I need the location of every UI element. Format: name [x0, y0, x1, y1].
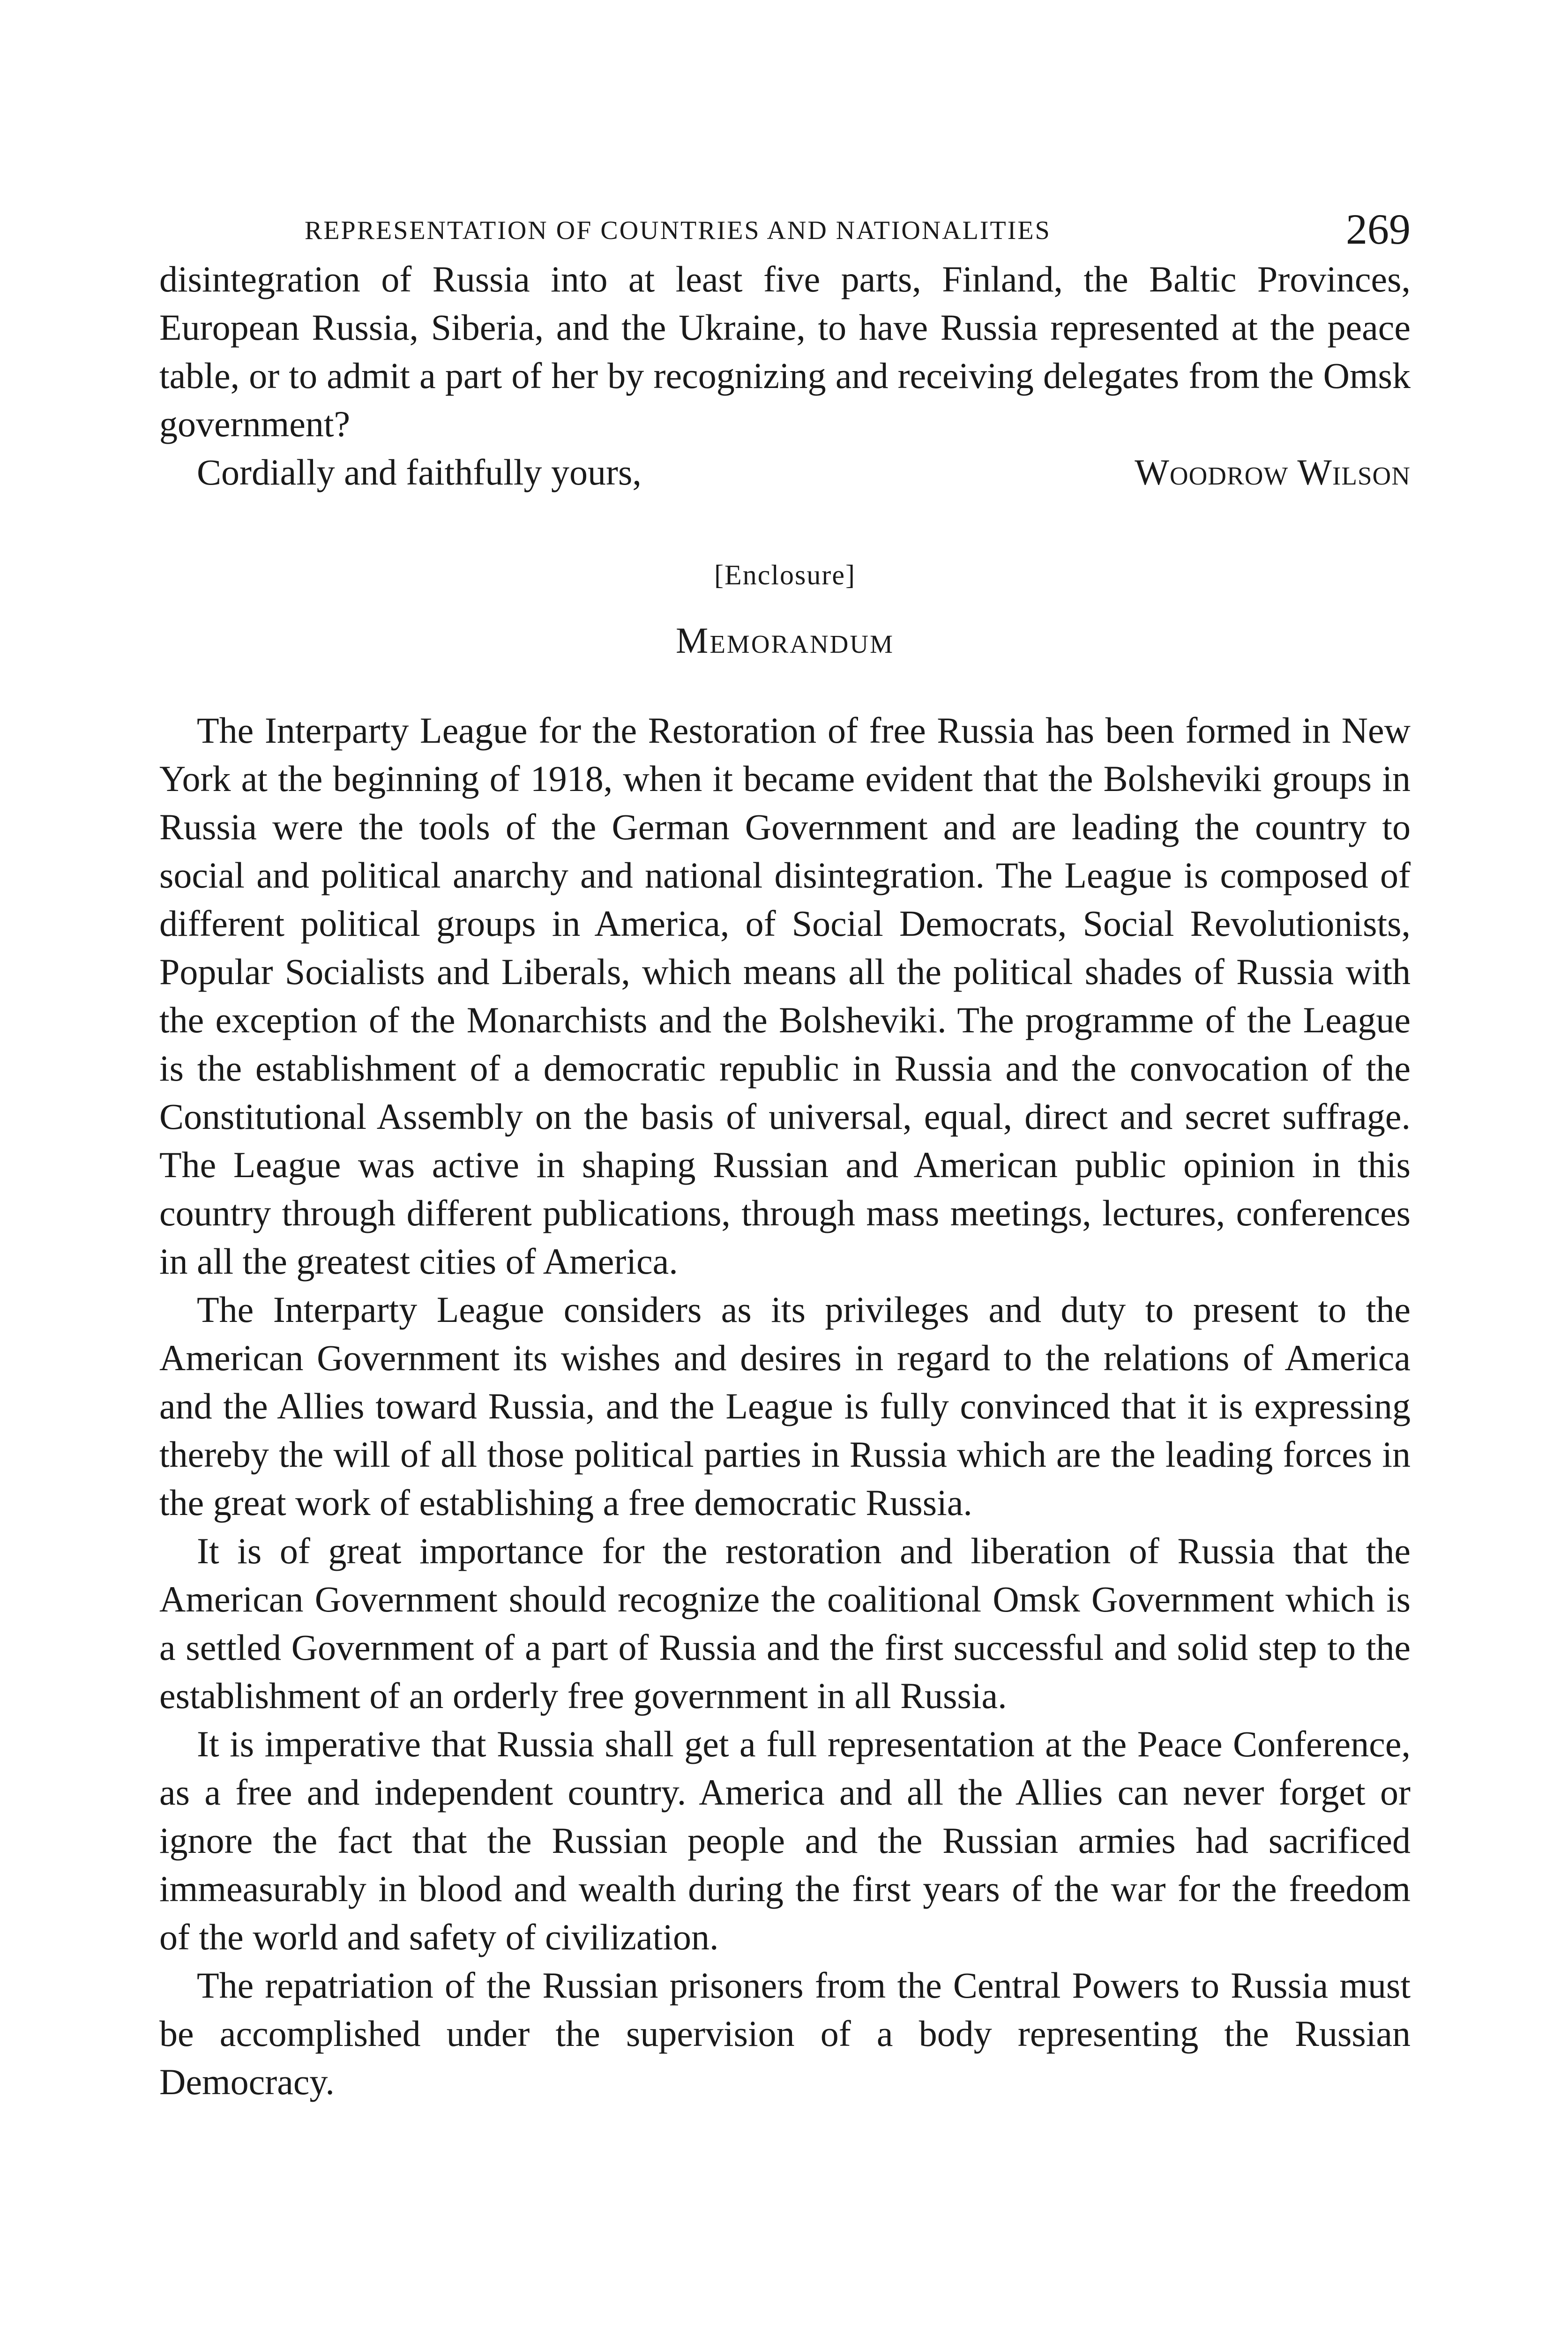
signature: Woodrow Wilson: [1135, 452, 1411, 492]
page-number: 269: [1346, 205, 1411, 253]
letter-continuation-paragraph: disintegration of Russia into at least five parts, Finland, the Baltic Provinces, European Russia, Siberia, and the Ukraine, to have Russia represented at the peace table, or to admit a part of her by recognizing and receiving delegates from the Omsk government?: [159, 259, 1411, 444]
closing-salutation: Cordially and faithfully yours,: [197, 452, 642, 492]
letter-closing-line: [159, 448, 1411, 496]
running-title: REPRESENTATION OF COUNTRIES AND NATIONALITIES: [305, 216, 1051, 245]
enclosure-label: [Enclosure]: [714, 560, 856, 590]
memorandum-paragraph-2: The Interparty League considers as its privileges and duty to present to the American Government its wishes and desires in regard to the relations of America and the Allies toward Russia, and the League is fully convinced that it is expressing thereby the will of all those political parties in Russia which are the leading forces in the great work of establishing a free democratic Russia.: [159, 1289, 1411, 1523]
memorandum-paragraph-1: The Interparty League for the Restoration of free Russia has been formed in New York at the beginning of 1918, when it became evident that the Bolsheviki groups in Russia were the tools of the German Government and are leading the country to social and political anarchy and national disintegration. The League is composed of different political groups in America, of Social Democrats, Social Revolutionists, Popular Socialists and Liberals, which means all the political shades of Russia with the exception of the Monarchists and the Bolsheviki. The programme of the League is the establishment of a democratic republic in Russia and the convocation of the Constitutional Assembly on the basis of universal, equal, direct and secret suffrage. The League was active in shaping Russian and American public opinion in this country through different publications, through mass meetings, lectures, conferences in all the greatest cities of America.: [159, 710, 1411, 1282]
memorandum-paragraph-3: It is of great importance for the restoration and liberation of Russia that the American Government should recognize the coalitional Omsk Government which is a settled Government of a part of Russia and the first successful and solid step to the establishment of an orderly free government in all Russia.: [159, 1530, 1411, 1716]
running-header: [159, 197, 1411, 253]
memorandum-paragraph-5: The repatriation of the Russian prisoners from the Central Powers to Russia must be accomplished under the supervision of a body representing the Russian Democracy.: [159, 1965, 1411, 2102]
memorandum-paragraph-4: It is imperative that Russia shall get a full representation at the Peace Conference, as a free and independent country. America and all the Allies can never forget or ignore the fact that the Russian people and the Russian armies had sacrificed immeasurably in blood and wealth during the first years of the war for the freedom of the world and safety of civilization.: [159, 1724, 1411, 1957]
memorandum-title: Memorandum: [675, 620, 895, 661]
document-page: [159, 197, 1411, 2106]
